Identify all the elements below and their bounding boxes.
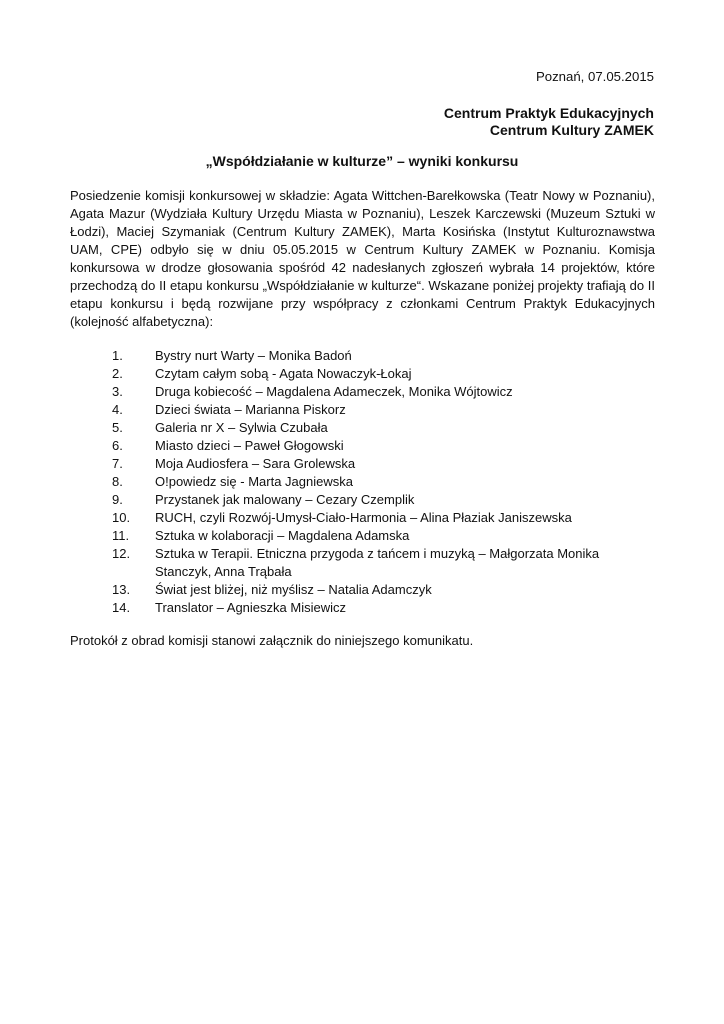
list-item-number: 1. bbox=[112, 348, 123, 363]
list-item-text: Świat jest bliżej, niż myślisz – Natalia Adamczyk bbox=[155, 582, 432, 597]
list-item-text: Miasto dzieci – Paweł Głogowski bbox=[155, 438, 344, 453]
projects-list bbox=[0, 347, 724, 617]
list-item-text: RUCH, czyli Rozwój-Umysł-Ciało-Harmonia – Alina Płaziak Janiszewska bbox=[155, 510, 572, 525]
list-item-text: Sztuka w kolaboracji – Magdalena Adamska bbox=[155, 528, 410, 543]
list-item-text: Sztuka w Terapii. Etniczna przygoda z tańcem i muzyką – Małgorzata Monika Stanczyk, Anna Trąbała bbox=[155, 546, 600, 579]
list-item-text: Moja Audiosfera – Sara Grolewska bbox=[155, 456, 356, 471]
list-item-text: Przystanek jak malowany – Cezary Czemplik bbox=[155, 492, 415, 507]
date-line: Poznań, 07.05.2015 bbox=[535, 69, 654, 84]
list-item bbox=[0, 347, 724, 365]
document-title: „Współdziałanie w kulturze” – wyniki konkursu bbox=[205, 153, 519, 169]
list-item-text: Czytam całym sobą - Agata Nowaczyk-Łokaj bbox=[155, 366, 412, 381]
list-item-number: 6. bbox=[112, 438, 123, 453]
list-item bbox=[0, 419, 724, 437]
list-item bbox=[0, 509, 724, 527]
list-item-text: Galeria nr X – Sylwia Czubała bbox=[155, 420, 328, 435]
list-item-number: 13. bbox=[112, 582, 131, 597]
intro-paragraph: Posiedzenie komisji konkursowej w składzie: Agata Wittchen-Barełkowska (Teatr Nowy w Poznaniu), Agata Mazur (Wydziała Kultury Urzędu Miasta w Poznaniu), Leszek Karczewski (Muzeum Sztuki w Łodzi), Maciej Szymaniak (Centrum Kultury ZAMEK), Marta Kosińska (Instytut Kulturoznawstwa UAM, CPE) odbyło się w dniu 05.05.2015 w Centrum Kultury ZAMEK w Poznaniu. Komisja konkursowa w drodze głosowania spośród 42 nadesłanych zgłoszeń wybrała 14 projektów, które przechodzą do II etapu konkursu „Współdziałanie w kulturze“. Wskazane poniżej projekty trafiają do II etapu konkursu i będą rozwijane przy współpracy z członkami Centrum Praktyk Edukacyjnych (kolejność alfabetyczna): bbox=[70, 188, 655, 329]
list-item bbox=[0, 545, 724, 581]
list-item bbox=[0, 581, 724, 599]
list-item-text: Druga kobiecość – Magdalena Adameczek, Monika Wójtowicz bbox=[155, 384, 513, 399]
list-item bbox=[0, 527, 724, 545]
organization-name-2: Centrum Kultury ZAMEK bbox=[489, 122, 654, 138]
list-item-number: 12. bbox=[112, 546, 131, 561]
list-item bbox=[0, 455, 724, 473]
list-item-number: 5. bbox=[112, 420, 123, 435]
list-item-number: 2. bbox=[112, 366, 123, 381]
list-item bbox=[0, 491, 724, 509]
list-item-number: 3. bbox=[112, 384, 123, 399]
list-item bbox=[0, 437, 724, 455]
closing-paragraph: Protokół z obrad komisji stanowi załącznik do niniejszego komunikatu. bbox=[70, 633, 474, 648]
list-item bbox=[0, 365, 724, 383]
list-item bbox=[0, 383, 724, 401]
list-item-number: 14. bbox=[112, 600, 131, 615]
list-item-text: Bystry nurt Warty – Monika Badoń bbox=[155, 348, 352, 363]
list-item bbox=[0, 599, 724, 617]
list-item-number: 9. bbox=[112, 492, 123, 507]
list-item bbox=[0, 473, 724, 491]
list-item-number: 8. bbox=[112, 474, 123, 489]
list-item bbox=[0, 401, 724, 419]
organization-name-1: Centrum Praktyk Edukacyjnych bbox=[443, 105, 654, 121]
list-item-number: 11. bbox=[112, 528, 130, 543]
list-item-number: 10. bbox=[112, 510, 131, 525]
list-item-text: Translator – Agnieszka Misiewicz bbox=[155, 600, 346, 615]
list-item-text: Dzieci świata – Marianna Piskorz bbox=[155, 402, 346, 417]
list-item-text: O!powiedz się - Marta Jagniewska bbox=[155, 474, 353, 489]
list-item-number: 4. bbox=[112, 402, 123, 417]
list-item-number: 7. bbox=[112, 456, 123, 471]
